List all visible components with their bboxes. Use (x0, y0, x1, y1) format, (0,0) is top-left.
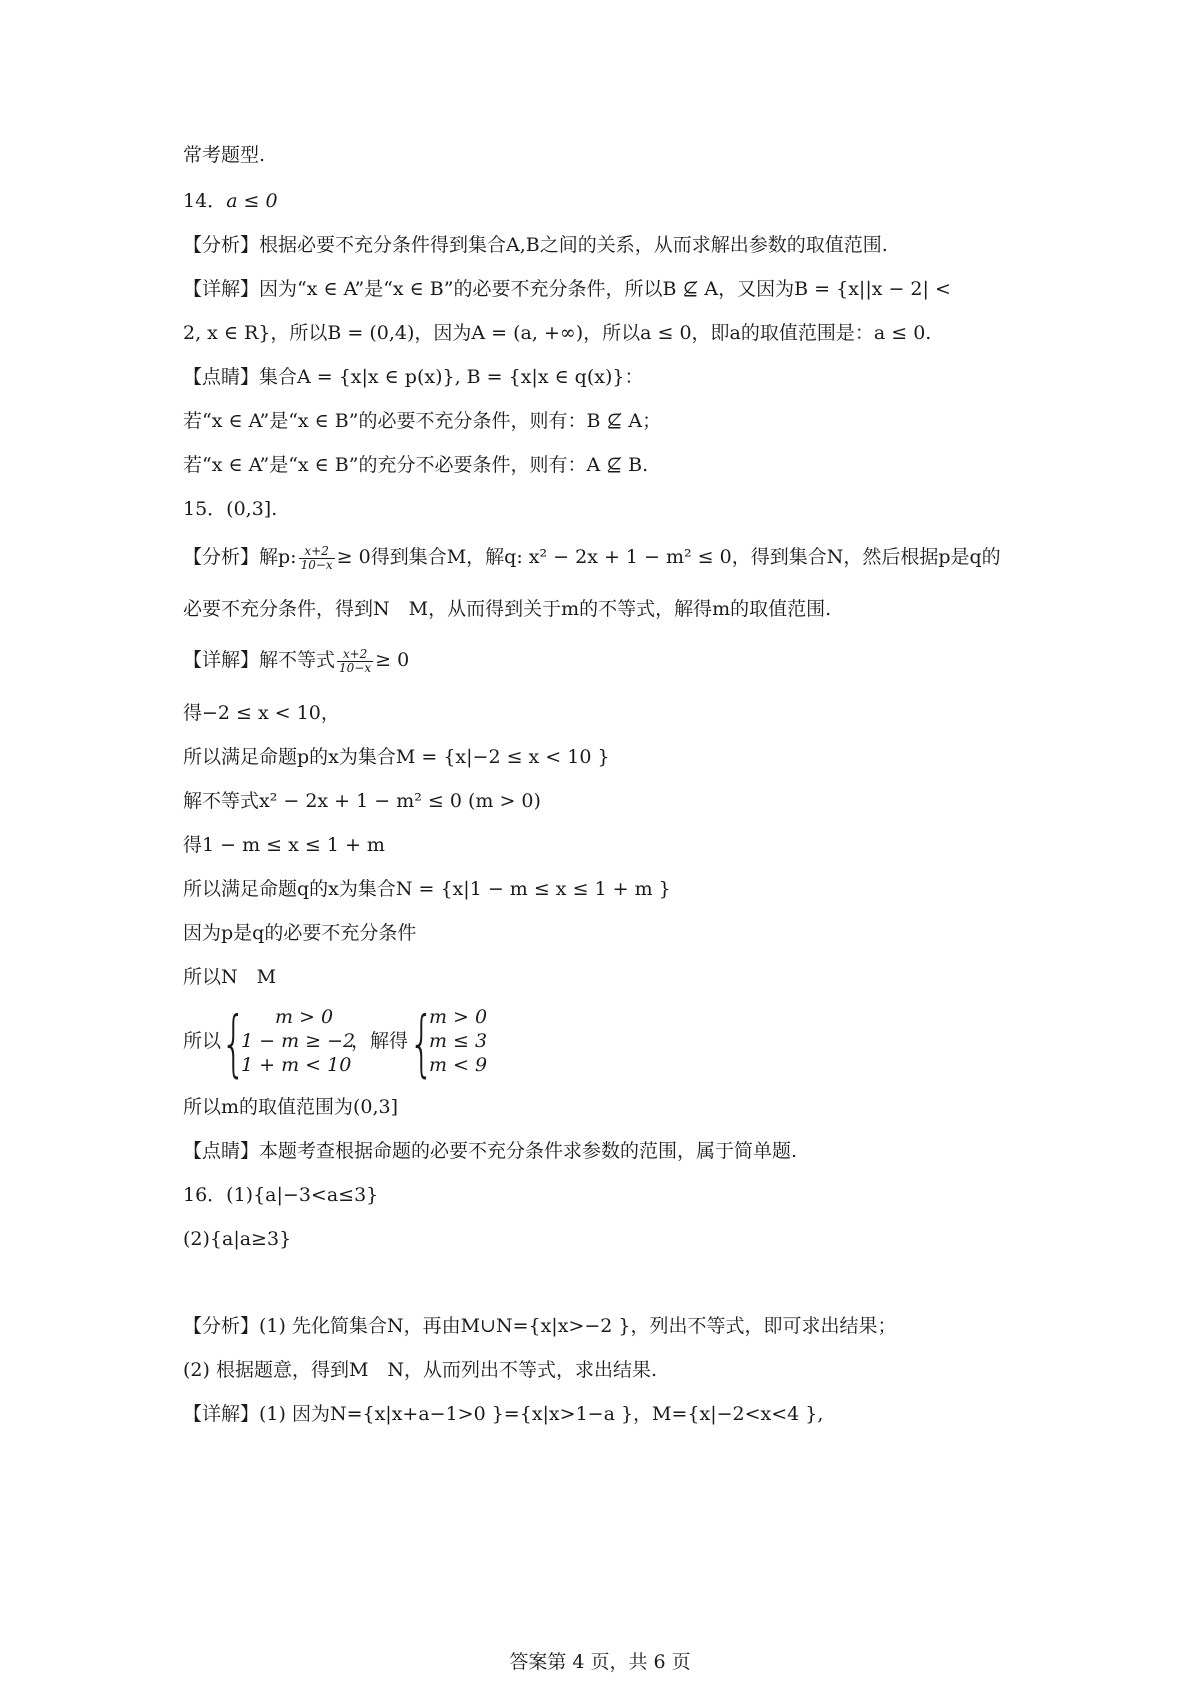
analysis-16-line1: 【分析】(1) 先化简集合N，再由M∪N={x|x>−2 }，列出不等式，即可求出结果； (183, 1315, 897, 1337)
text-segment: ≥ 0得到集合M，解q: x² − 2x + 1 − m² ≤ 0，得到集合N，然后根据p是q的 (336, 546, 1001, 568)
text-line: 若“x ∈ A”是“x ∈ B”的充分不必要条件，则有：A ⊈ B. (183, 454, 649, 476)
comment-15: 【点睛】本题考查根据命题的必要不充分条件求参数的范围，属于简单题. (183, 1140, 798, 1162)
inequality-system (183, 1001, 703, 1085)
text-line: 所以N M (183, 966, 277, 988)
answer-16-part1: 16．(1){a|−3<a≤3} (183, 1184, 379, 1206)
text-line: 若“x ∈ A”是“x ∈ B”的必要不充分条件，则有：B ⊈ A； (183, 410, 662, 432)
detail-16-line1: 【详解】(1) 因为N={x|x+a−1>0 }={x|x>1−a }，M={x|−2<x<4 }, (183, 1403, 824, 1425)
text-segment: ≥ 0 (375, 649, 410, 671)
text-line: 因为p是q的必要不充分条件 (183, 922, 417, 944)
analysis-15-line1 (183, 543, 1001, 572)
text-line: 解不等式x² − 2x + 1 − m² ≤ 0 (m > 0) (183, 790, 541, 812)
system-row: m > 0 (275, 1006, 334, 1028)
result-row: m ≤ 3 (429, 1030, 488, 1052)
text-line: 得−2 ≤ x < 10， (183, 702, 340, 724)
result-row: m < 9 (429, 1054, 488, 1076)
detail-14-line2: 2, x ∈ R}，所以B = (0,4)，因为A = (a, +∞)，所以a ≤ 0，即a的取值范围是：a ≤ 0. (183, 322, 932, 344)
page-footer: 答案第 4 页，共 6 页 (509, 1651, 691, 1673)
comment-14: 【点睛】集合A = {x|x ∈ p(x)}, B = {x|x ∈ q(x)}： (183, 366, 644, 388)
analysis-14: 【分析】根据必要不充分条件得到集合A,B之间的关系，从而求解出参数的取值范围. (183, 234, 888, 256)
fraction-numerator: x+2 (337, 648, 373, 662)
text-line: 所以m的取值范围为(0,3] (183, 1096, 399, 1118)
analysis-label: 【分析】解p: (183, 546, 297, 568)
system-connector: ，解得 (351, 1030, 409, 1052)
analysis-15-line2: 必要不充分条件，得到N M，从而得到关于m的不等式，解得m的取值范围. (183, 598, 832, 620)
fraction-denominator: 10−x (300, 557, 333, 572)
system-row: 1 − m ≥ −2 (241, 1030, 356, 1052)
question-number: 14． (183, 190, 227, 212)
fraction (299, 545, 335, 572)
fraction (337, 648, 373, 675)
system-row: 1 + m < 10 (241, 1054, 352, 1076)
answer-15: 15．(0,3]. (183, 498, 278, 520)
analysis-16-line2: (2) 根据题意，得到M N，从而列出不等式，求出结果. (183, 1359, 658, 1381)
detail-14-line1: 【详解】因为“x ∈ A”是“x ∈ B”的必要不充分条件，所以B ⊈ A，又因为B = {x||x − 2| < (183, 278, 951, 300)
answer-14 (183, 187, 278, 215)
left-brace-icon: { (409, 1001, 435, 1085)
answer-16-part2: (2){a|a≥3} (183, 1228, 292, 1250)
detail-label: 【详解】解不等式 (183, 649, 336, 671)
text-line: 所以满足命题p的x为集合M = {x|−2 ≤ x < 10 } (183, 746, 610, 768)
math-expression: a ≤ 0 (226, 190, 278, 212)
text-line: 所以满足命题q的x为集合N = {x|1 − m ≤ x ≤ 1 + m } (183, 878, 671, 900)
detail-15-start (183, 646, 409, 675)
left-brace-icon: { (221, 1001, 247, 1085)
fraction-numerator: x+2 (299, 545, 335, 559)
fraction-denominator: 10−x (339, 660, 372, 675)
text-line: 得1 − m ≤ x ≤ 1 + m (183, 834, 385, 856)
text-line: 常考题型. (183, 144, 266, 166)
system-prefix: 所以 (183, 1030, 222, 1052)
result-row: m > 0 (429, 1006, 488, 1028)
